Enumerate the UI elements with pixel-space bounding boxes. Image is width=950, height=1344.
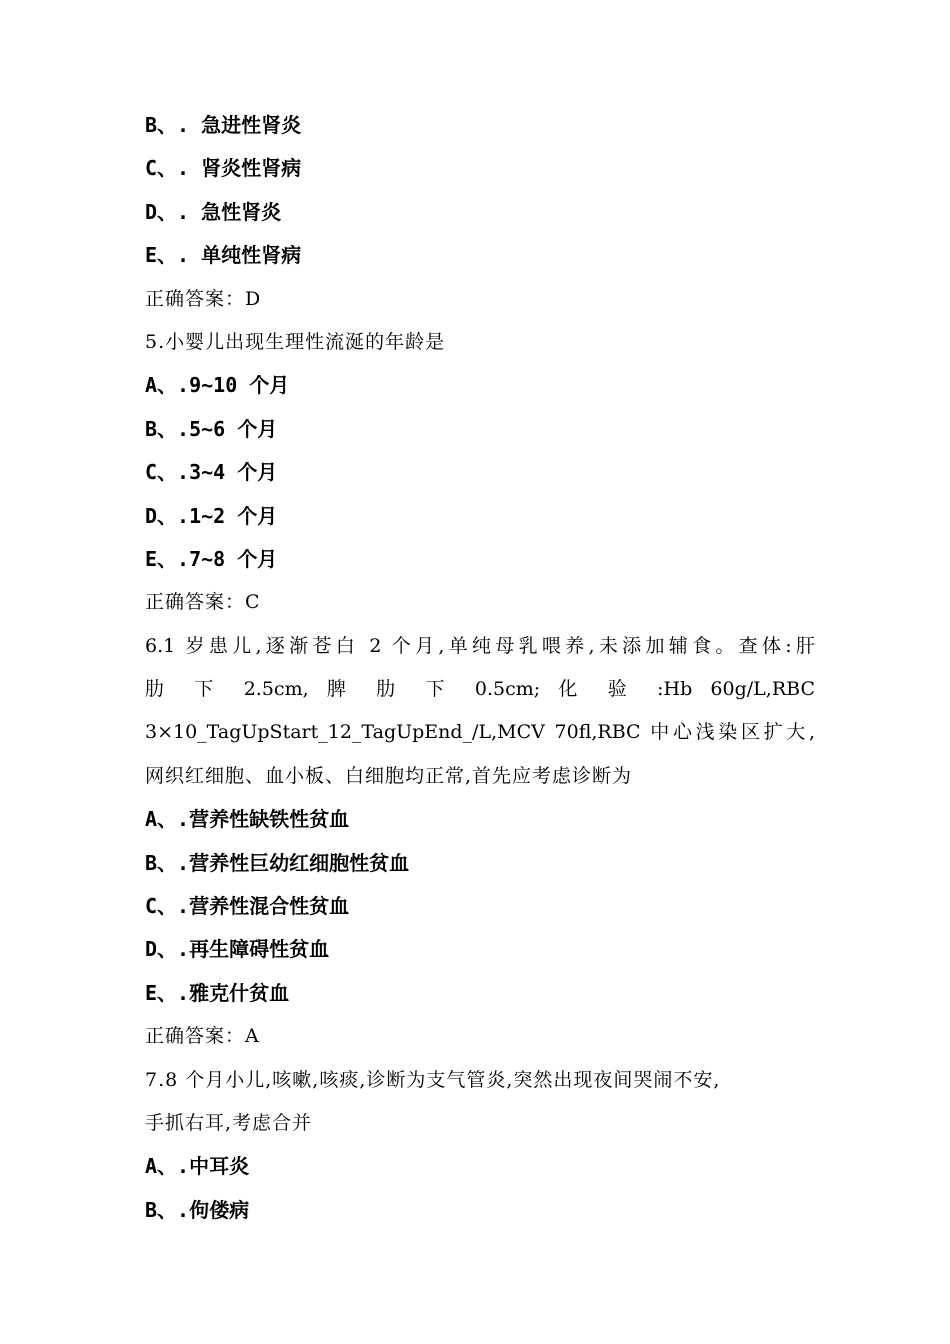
correct-answer: 正确答案：A [145, 1025, 260, 1048]
question-text: 手抓右耳,考虑合并 [145, 1111, 313, 1134]
question-text: 网织红细胞、血小板、白细胞均正常,首先应考虑诊断为 [145, 764, 633, 787]
question-text: 5.小婴儿出现生理性流涎的年龄是 [145, 330, 446, 353]
answer-option: A、.中耳炎 [145, 1154, 250, 1179]
question-text: 6.1 岁患儿,逐渐苍白 2 个月,单纯母乳喂养,未添加辅食。查体:肝 [145, 634, 815, 657]
answer-option: E、. 单纯性肾病 [145, 243, 302, 268]
answer-option: B、.5~6 个月 [145, 416, 278, 441]
answer-option: B、.佝偻病 [145, 1197, 250, 1222]
answer-option: C、.营养性混合性贫血 [145, 894, 350, 919]
answer-option: C、.3~4 个月 [145, 460, 278, 485]
question-text: 3×10_TagUpStart_12_TagUpEnd_/L,MCV 70fl,RBC 中心浅染区扩大, [145, 721, 815, 744]
answer-option: B、.营养性巨幼红细胞性贫血 [145, 850, 410, 875]
answer-option: E、.7~8 个月 [145, 546, 278, 571]
question-text: 7.8 个月小儿,咳嗽,咳痰,诊断为支气管炎,突然出现夜间哭闹不安, [145, 1068, 721, 1091]
answer-option: A、.营养性缺铁性贫血 [145, 807, 350, 832]
answer-option: D、. 急性肾炎 [145, 199, 282, 224]
answer-option: E、.雅克什贫血 [145, 980, 290, 1005]
correct-answer: 正确答案：D [145, 287, 262, 310]
answer-option: C、. 肾炎性肾病 [145, 156, 302, 181]
answer-option: D、.再生障碍性贫血 [145, 937, 330, 962]
answer-option: A、.9~10 个月 [145, 373, 290, 398]
correct-answer: 正确答案：C [145, 591, 261, 614]
answer-option: B、. 急进性肾炎 [145, 113, 302, 137]
exam-document [145, 104, 815, 1232]
answer-option: D、.1~2 个月 [145, 503, 278, 528]
question-text: 肋 下 2.5cm, 脾 肋 下 0.5cm; 化 验 :Hb 60g/L,RBC [145, 678, 815, 701]
